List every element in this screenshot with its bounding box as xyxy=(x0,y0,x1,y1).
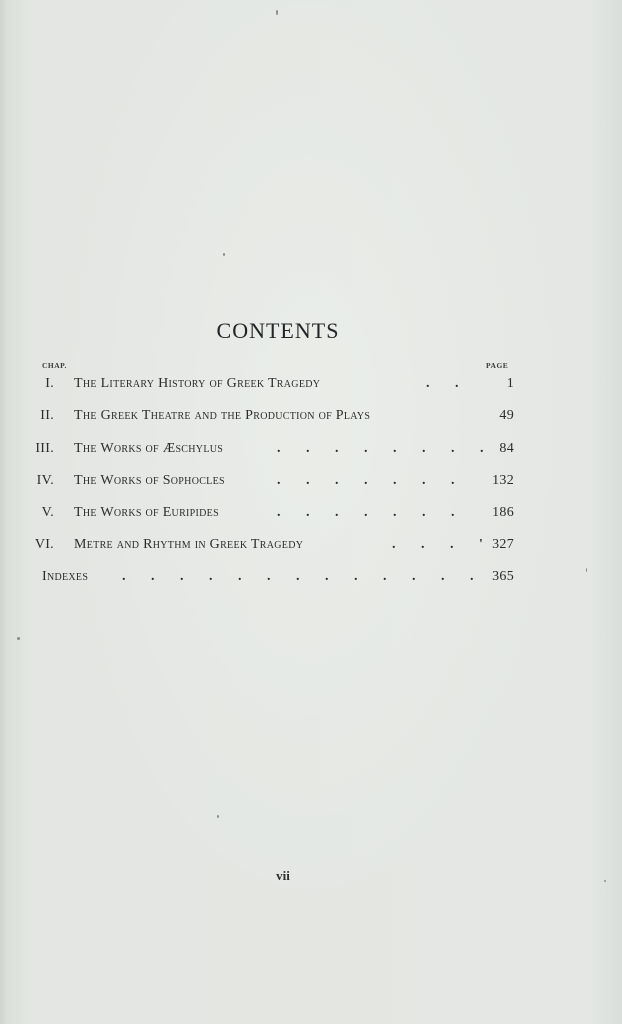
toc-entry xyxy=(0,505,622,527)
toc-entry xyxy=(0,376,622,398)
page-number: 132 xyxy=(492,473,514,488)
chapter-title: Indexes xyxy=(42,569,89,584)
paper-speck xyxy=(276,10,278,15)
dot-leader: . . . ' xyxy=(392,537,494,552)
paper-speck xyxy=(17,637,20,640)
page-folio-number: vii xyxy=(276,868,290,883)
dot-leader: . . . . . . . . xyxy=(277,441,495,456)
chapter-number: IV. xyxy=(36,473,54,488)
dot-leader: . . . . . . . xyxy=(277,473,466,488)
chapter-number: V. xyxy=(41,505,54,520)
paper-speck xyxy=(604,880,606,882)
toc-entry xyxy=(0,441,622,463)
page-number: 1 xyxy=(506,376,514,391)
chapter-number: VI. xyxy=(34,537,54,552)
paper-speck xyxy=(217,815,219,818)
chapter-title: The Works of Sophocles xyxy=(74,473,225,488)
toc-entry xyxy=(0,569,622,591)
chapter-title: Metre and Rhythm in Greek Tragedy xyxy=(74,537,304,552)
chapter-title: The Greek Theatre and the Production of Plays xyxy=(74,408,371,423)
toc-entry xyxy=(0,408,622,430)
dot-leader: . . . . . . . . . . . . . xyxy=(122,569,485,584)
page-number: 365 xyxy=(492,569,514,584)
dot-leader: . . xyxy=(426,376,470,391)
chapter-title: The Works of Æschylus xyxy=(74,441,224,456)
page-number: 327 xyxy=(492,537,514,552)
toc-entry xyxy=(0,537,622,559)
page-column-header: PAGE xyxy=(486,361,509,370)
chapter-number: II. xyxy=(40,408,54,423)
chapter-number: I. xyxy=(45,376,54,391)
chapter-title: The Literary History of Greek Tragedy xyxy=(74,376,321,391)
dot-leader: . . . . . . . xyxy=(277,505,466,520)
chapter-column-header: CHAP. xyxy=(42,361,67,370)
chapter-number: III. xyxy=(35,441,54,456)
chapter-title: The Works of Euripides xyxy=(74,505,219,520)
page-number: 49 xyxy=(499,408,514,423)
toc-entry xyxy=(0,473,622,495)
paper-speck xyxy=(223,253,225,256)
page-number: 84 xyxy=(499,441,514,456)
page-number: 186 xyxy=(492,505,514,520)
page-title: CONTENTS xyxy=(216,318,340,343)
